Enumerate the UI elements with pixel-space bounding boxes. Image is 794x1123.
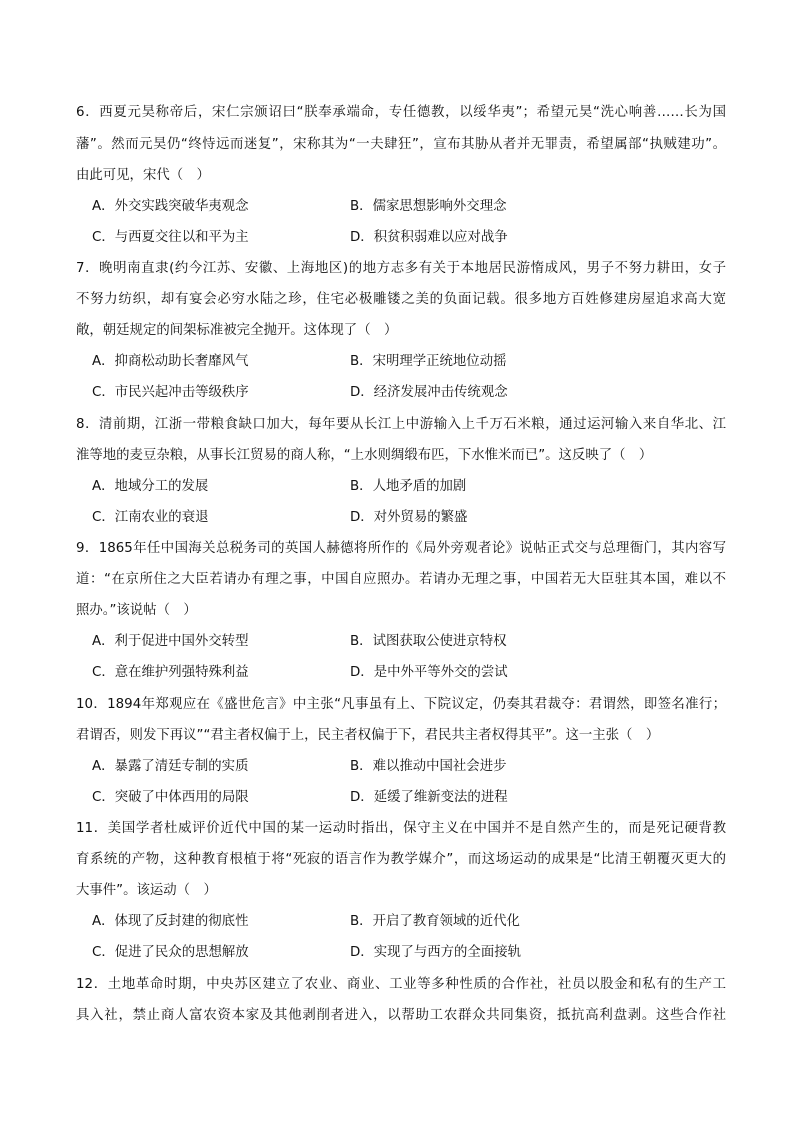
question-6-line-3: 由此可见，宋代（ ） [76,168,210,183]
question-8-line-2: 淮等地的麦豆杂粮，从事长江贸易的商人称，“上水则绸缎布匹，下水惟米而已”。这反映了（ ） [76,448,653,463]
question-9-line-1: 9．1865年任中国海关总税务司的英国人赫德将所作的《局外旁观者论》说帖正式交与总理衙门，其内容写 [76,541,726,556]
question-10-line-1: 10．1894年郑观应在《盛世危言》中主张“凡事虽有上、下院议定，仍奏其君裁夺：君谓然，即签名准行； [76,697,726,712]
question-7-option-a[interactable]: A．抑商松动助长奢靡风气 [92,354,249,369]
question-11-line-3: 大事件”。该运动（ ） [76,883,217,898]
question-9-option-c[interactable]: C．意在维护列强特殊利益 [92,665,249,680]
question-10-option-c[interactable]: C．突破了中体西用的局限 [92,790,249,805]
question-6-option-b[interactable]: B．儒家思想影响外交理念 [350,199,507,214]
question-6-option-c[interactable]: C．与西夏交往以和平为主 [92,230,249,245]
question-10-option-d[interactable]: D．延缓了维新变法的进程 [350,790,508,805]
question-6-option-a[interactable]: A．外交实践突破华夷观念 [92,199,249,214]
question-9-option-d[interactable]: D．是中外平等外交的尝试 [350,665,508,680]
question-9-line-3: 照办。”该说帖（ ） [76,603,197,618]
question-8-line-1: 8．清前期，江浙一带粮食缺口加大，每年要从长江上中游输入上千万石米粮，通过运河输入来自华北、江 [76,417,726,432]
question-7-line-3: 敞，朝廷规定的间架标准被完全抛开。这体现了（ ） [76,323,398,338]
question-6-option-d[interactable]: D．积贫积弱难以应对战争 [350,230,508,245]
question-8-option-b[interactable]: B．人地矛盾的加剧 [350,479,467,494]
question-8-option-c[interactable]: C．江南农业的衰退 [92,510,209,525]
question-11-line-1: 11．美国学者杜威评价近代中国的某一运动时指出，保守主义在中国并不是自然产生的，而是死记硬背教 [76,821,726,836]
question-9-option-b[interactable]: B．试图获取公使进京特权 [350,634,507,649]
question-11-option-d[interactable]: D．实现了与西方的全面接轨 [350,945,521,960]
question-12-line-1: 12．土地革命时期，中央苏区建立了农业、商业、工业等多种性质的合作社，社员以股金和私有的生产工 [76,977,726,992]
question-11-option-a[interactable]: A．体现了反封建的彻底性 [92,914,249,929]
question-10-option-a[interactable]: A．暴露了清廷专制的实质 [92,759,249,774]
question-11-option-c[interactable]: C．促进了民众的思想解放 [92,945,249,960]
question-9-line-2: 道：“在京所住之大臣若请办有理之事，中国自应照办。若请办无理之事，中国若无大臣驻其本国，难以不 [76,572,726,587]
question-11-line-2: 育系统的产物，这种教育根植于将“死寂的语言作为教学媒介”，而这场运动的成果是“比清王朝覆灭更大的 [76,852,726,867]
question-10-option-b[interactable]: B．难以推动中国社会进步 [350,759,507,774]
question-8-option-d[interactable]: D．对外贸易的繁盛 [350,510,468,525]
question-11-option-b[interactable]: B．开启了教育领域的近代化 [350,914,520,929]
question-10-line-2: 君谓否，则发下再议”“君主者权偏于上，民主者权偏于下，君民共主者权得其平”。这一主张（ ） [76,728,660,743]
question-12-line-2: 具入社，禁止商人富农资本家及其他剥削者进入，以帮助工农群众共同集资，抵抗高利盘剥。这些合作社 [76,1008,726,1023]
question-8-option-a[interactable]: A．地域分工的发展 [92,479,209,494]
question-7-line-2: 不努力纺织，却有宴会必穷水陆之珍，住宅必极雕镂之美的负面记载。很多地方百姓修建房屋追求高大宽 [76,292,726,307]
question-6-line-1: 6．西夏元昊称帝后，宋仁宗颁诏曰“朕奉承端命，专任德教，以绥华夷”；希望元昊“洗心响善……长为国 [76,105,726,120]
question-7-option-d[interactable]: D．经济发展冲击传统观念 [350,385,508,400]
question-7-option-c[interactable]: C．市民兴起冲击等级秩序 [92,385,249,400]
question-9-option-a[interactable]: A．利于促进中国外交转型 [92,634,249,649]
question-7-option-b[interactable]: B．宋明理学正统地位动摇 [350,354,507,369]
question-7-line-1: 7．晚明南直隶(约今江苏、安徽、上海地区)的地方志多有关于本地居民游惰成风，男子不努力耕田，女子 [76,261,726,276]
question-6-line-2: 藩”。然而元昊仍“终恃远而迷复”，宋称其为“一夫肆狂”，宣布其胁从者并无罪责，希望属部“执贼建功”。 [76,137,726,152]
